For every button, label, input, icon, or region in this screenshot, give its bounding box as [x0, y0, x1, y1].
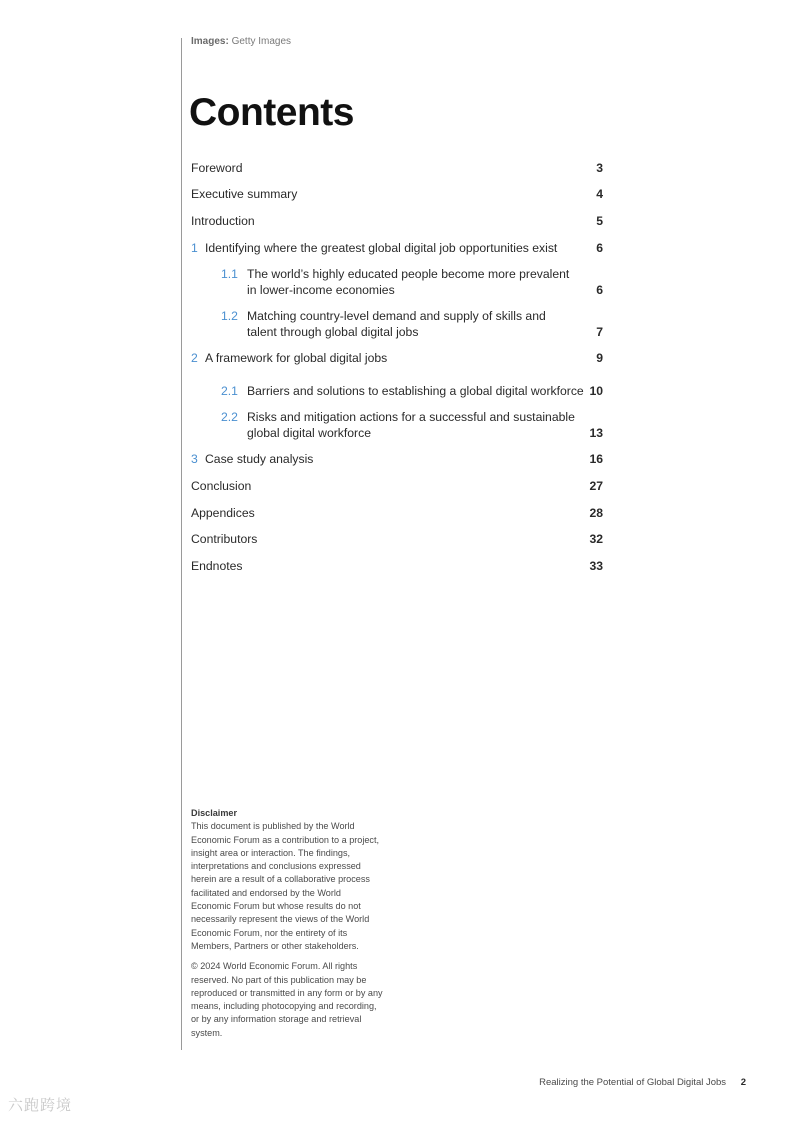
disclaimer-body: This document is published by the World Economic Forum as a contribution to a project, insight area or interaction. The findings, interpretations and conclusions expressed herein are a result of a collaborative process facilitated and endorsed by the World Economic Forum but whose results do not necessarily represent the views of the World Economic Forum, nor the entirety of its Members, Partners or other stakeholders.	[191, 821, 380, 951]
toc-entry-page: 9	[596, 351, 603, 365]
toc-entry-label: Foreword	[191, 161, 243, 175]
toc-entry-label: Barriers and solutions to establishing a global digital workforce	[247, 384, 584, 398]
footer-report-title: Realizing the Potential of Global Digital Jobs	[539, 1077, 727, 1088]
toc-entry-label: Introduction	[191, 214, 255, 228]
footer-page-number: 2	[740, 1077, 746, 1088]
toc-entry-page: 13	[589, 426, 603, 440]
toc-entry-label: Identifying where the greatest global digital job opportunities exist	[205, 241, 558, 255]
toc-entry-number: 2.2	[221, 410, 238, 424]
disclaimer-heading: Disclaimer	[191, 808, 238, 818]
image-credit-value: Getty Images	[231, 36, 292, 47]
toc-entry-number: 2	[191, 351, 198, 365]
copyright-notice: © 2024 World Economic Forum. All rights reserved. No part of this publication may be reproduced or transmitted in any form or by any means, including photocopying and recording, or by any information storage and retrieval system.	[191, 961, 383, 1038]
toc-entry-page: 10	[589, 384, 603, 398]
watermark	[8, 1097, 72, 1115]
toc-entry-page: 28	[589, 506, 603, 520]
toc-entry-number: 1.2	[221, 309, 238, 323]
toc-entry-page: 3	[596, 161, 603, 175]
toc-entry-label: Contributors	[191, 532, 258, 546]
toc-entry-number: 3	[191, 452, 198, 466]
toc-entry-page: 4	[596, 187, 603, 201]
toc-entry-page: 6	[596, 283, 603, 297]
toc-entry-page: 32	[589, 532, 603, 546]
toc-entry-label: Conclusion	[191, 479, 252, 493]
toc-entry-label: Appendices	[191, 506, 255, 520]
toc-entry-label: Executive summary	[191, 187, 298, 201]
toc-entry-label: Endnotes	[191, 559, 243, 573]
toc-entry-label: A framework for global digital jobs	[205, 351, 388, 365]
toc-entry-page: 7	[596, 325, 603, 339]
toc-entry-page: 33	[589, 559, 603, 573]
toc-entry-label: Case study analysis	[205, 452, 314, 466]
toc-entry-label: The world’s highly educated people become more prevalent in lower-income economies	[247, 267, 570, 297]
toc-entry-label: Matching country-level demand and supply of skills and talent through global digital jobs	[247, 309, 546, 339]
toc-entry-label: Risks and mitigation actions for a successful and sustainable global digital workforce	[247, 410, 575, 440]
toc-entry-number: 2.1	[221, 384, 238, 398]
toc-entry-page: 27	[589, 479, 603, 493]
page-footer	[539, 1077, 746, 1089]
watermark-text: 六跑跨境	[8, 1097, 73, 1114]
toc-entry-page: 5	[596, 214, 603, 228]
page-title: Contents	[189, 91, 354, 134]
toc-entry-number: 1	[191, 241, 198, 255]
image-credit-label: Images:	[191, 36, 229, 47]
toc-entry-page: 6	[596, 241, 603, 255]
toc-entry-page: 16	[589, 452, 603, 466]
toc-entry-number: 1.1	[221, 267, 238, 281]
disclaimer	[191, 807, 383, 1040]
